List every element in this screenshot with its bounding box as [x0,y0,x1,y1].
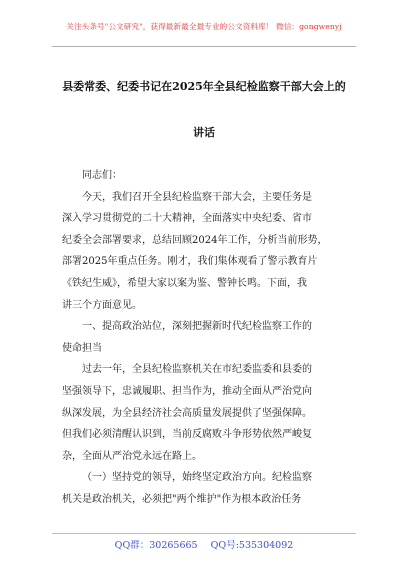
section-heading: 一、提高政治站位，深刻把握新时代纪检监察工作的 [82,321,312,333]
document-title-continued: 讲话 [193,126,215,139]
body-line: 讲三个方面意见。 [62,299,142,311]
body-line: 纵深发展，为全县经济社会高质量发展提供了坚强保障。 [62,407,312,419]
document-body [62,165,346,511]
body-line: 纪委全会部署要求，总结回顾2024年工作，分析当前形势， [62,234,328,246]
body-line: 同志们： [82,170,122,181]
document-title: 县委常委、纪委书记在2025年全县纪检监察干部大会上的 [62,80,346,93]
body-line: 深入学习贯彻党的二十大精神，全面落实中央纪委、省市 [62,213,312,225]
header-notice: 关注头条号"公文研究"，获得最新最全最专业的公文资料库！ 微信：gongwenyj [66,22,342,31]
subsection-heading: （一）坚持党的领导，始终坚定政治方向。纪检监察 [82,472,312,484]
section-heading: 使命担当 [62,342,102,354]
body-line: 今天，我们召开全县纪检监察干部大会，主要任务是 [82,191,312,203]
header-divider [52,46,356,47]
body-line: 坚强领导下，忠诚履职、担当作为，推动全面从严治党向 [62,385,312,397]
body-line: 《铁纪生威》，希望大家以案为鉴、警钟长鸣。下面，我 [62,277,307,289]
footer-contact [0,537,408,551]
body-line: 杂，全面从严治党永远在路上。 [62,450,202,462]
qq-account-number: QQ号:535304092 [210,540,294,551]
body-line: 过去一年，全县纪检监察机关在市纪委监委和县委的 [82,364,312,376]
qq-group-number: QQ群：30265665 [114,540,198,551]
body-line: 但我们必须清醒认识到，当前反腐败斗争形势依然严峻复 [62,429,312,441]
footer-divider [52,533,356,534]
body-line: 部署2025年重点任务。刚才，我们集体观看了警示教育片 [62,256,318,268]
body-line: 机关是政治机关，必须把"两个维护"作为根本政治任务 [62,493,302,505]
